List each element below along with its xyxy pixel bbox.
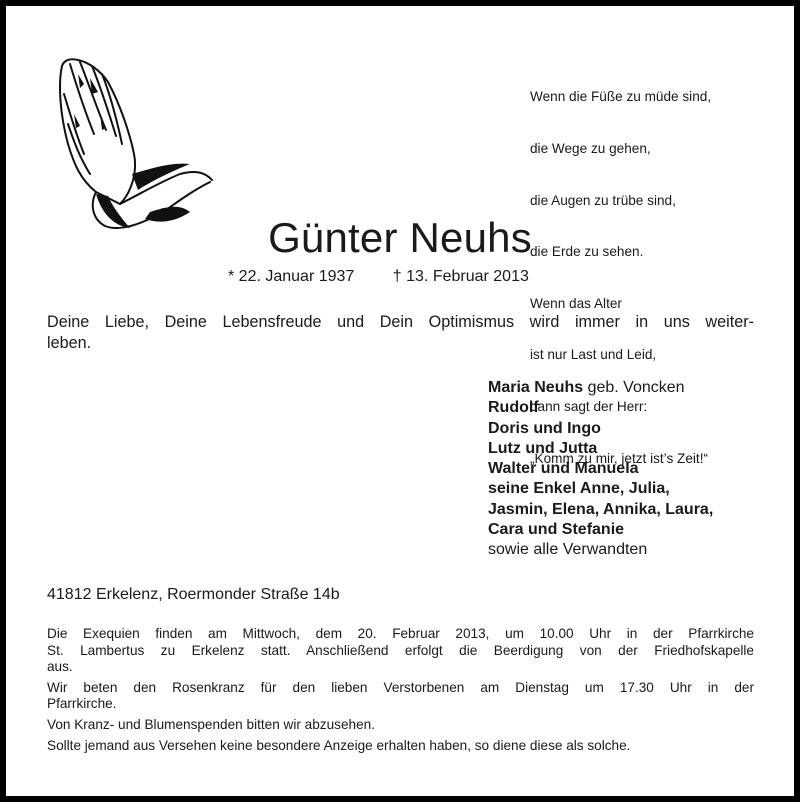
funeral-notes [47, 626, 754, 758]
mourners-list [488, 378, 713, 561]
quote-line: leben. [47, 334, 92, 352]
rosary-note: Wir beten den Rosenkranz für den lieben Verstorbenen am Dienstag um 17.30 Uhr in der Pfarrkirche. [47, 679, 754, 712]
notice-note: Sollte jemand aus Versehen keine besondere Anzeige erhalten haben, so diene diese als solche. [47, 737, 631, 753]
mourner: Lutz und Jutta [488, 439, 598, 457]
mourner [488, 378, 713, 398]
poem-line: die Erde zu sehen. [530, 244, 644, 260]
flowers-note: Von Kranz- und Blumenspenden bitten wir abzusehen. [47, 716, 375, 732]
memorial-quote [47, 312, 754, 354]
poem-line: „Komm zu mir, jetzt ist’s Zeit!“ [530, 450, 708, 466]
death-date: † 13. Februar 2013 [392, 268, 529, 285]
family-address: 41812 Erkelenz, Roermonder Straße 14b [47, 586, 340, 603]
mourner: seine Enkel Anne, Julia, [488, 480, 670, 498]
poem-line: dann sagt der Herr: [530, 398, 648, 414]
mourner: sowie alle Verwandten [488, 541, 648, 559]
poem-line: die Wege zu gehen, [530, 141, 651, 156]
poem-line: Wenn die Füße zu müde sind, [530, 89, 712, 105]
poem-line: Wenn das Alter [530, 295, 622, 311]
life-dates [228, 268, 529, 286]
mourner: Rudolf [488, 399, 539, 417]
mourner-name: Maria Neuhs [488, 379, 584, 396]
deceased-name: Günter Neuhs [268, 214, 532, 261]
poem-line: die Augen zu trübe sind, [530, 192, 676, 208]
praying-hands-icon [50, 54, 220, 239]
mourner: Jasmin, Elena, Annika, Laura, [488, 500, 714, 518]
birth-date: * 22. Januar 1937 [228, 268, 355, 285]
poem-line: ist nur Last und Leid, [530, 347, 657, 363]
quote-line: Deine Liebe, Deine Lebensfreude und Dein Optimismus wird immer in uns weiter- [47, 313, 754, 331]
funeral-service-note: Die Exequien finden am Mittwoch, dem 20. Februar 2013, um 10.00 Uhr in der Pfarrkirche St. Lambertus zu Erkelenz statt. Anschließend erfolgt die Beerdigung von der Friedhofskapelle aus. [47, 626, 754, 675]
mourner-note: geb. Voncken [583, 379, 685, 396]
obituary-card [6, 6, 794, 796]
mourner: Cara und Stefanie [488, 521, 625, 539]
mourner: Doris und Ingo [488, 419, 601, 437]
mourner: Walter und Manuela [488, 460, 639, 478]
